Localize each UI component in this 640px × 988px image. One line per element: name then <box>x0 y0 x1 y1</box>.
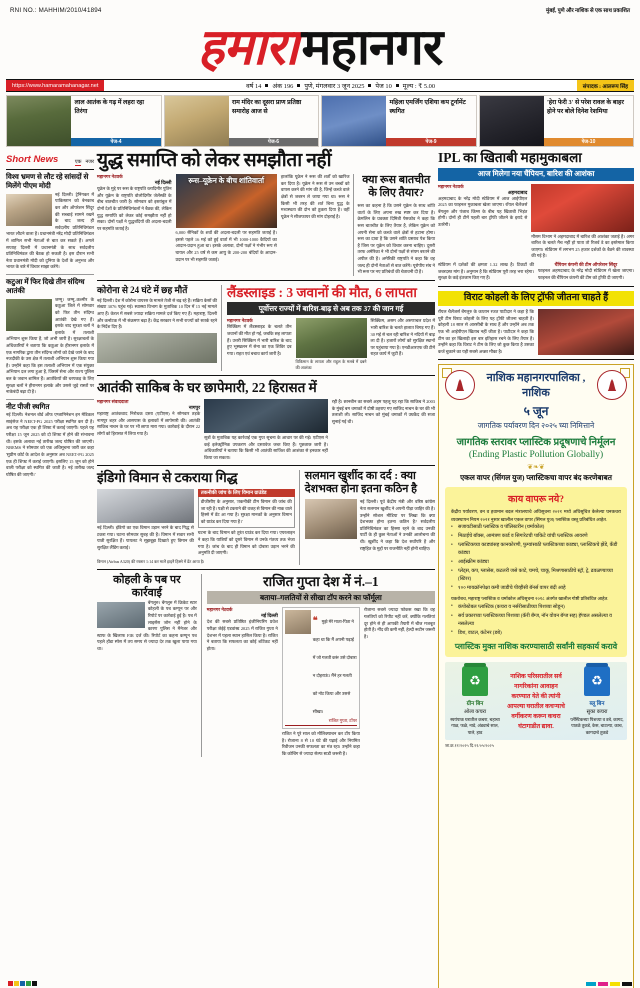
bullet-square-icon <box>265 84 268 87</box>
green-bin-kind: ओला कचरा <box>463 709 487 716</box>
russia-box-body: रूस का कहना है कि उसने यूक्रेन के साथ शांति वार्ता के लिए अपना रुख स्पष्ट कर दिया है। क्रेमलिन के प्रवक्ता दिमित्री पेसकोव ने कहा कि रूस बातचीत के लिए तैयार है, लेकिन यूक्रेन को अपनी सेना को कब्जे वाले क्षेत्रों से हटाना होगा। रूस का दावा है कि उसने शांति प्रस्ताव पेश किया है जिस पर यूक्रेन को विचार करना चाहिए। दूसरी तरफ अमेरिका ने भी दोनों पक्षों से संयम बरतने की अपील की है। अमेरिकी राष्ट्रपति ने कहा कि वह जल्द ही दोनों नेताओं से बात करेंगे। यूरोपीय संघ ने भी रूस पर नए प्रतिबंधों की चेतावनी दी है। <box>357 203 435 275</box>
landslide-sub-band: पूर्वोत्तर राज्यों में बारिश-बाढ़ से अब तक 37 की जान गई <box>227 302 435 315</box>
teaser-text: 'हेरा फेरी 3' से परेश रावल के बाहर होने पर बोले दिनेश रेशमिया <box>546 99 624 115</box>
indigo-caption: विमान (Airbus A320) की रफ्तार 1:14 कर मालेे हाइनेे हिस्से में डेंट आया है। <box>97 558 205 564</box>
rajit-sub-band: बताया–गलतियों से सीखा टॉप करने का फॉर्मूला <box>207 591 435 604</box>
salman-headline: सलमान खुर्शीद का दर्द : क्या देशभक्त होना इतना कठिन है <box>304 470 417 496</box>
teaser-thumbnail <box>165 96 229 146</box>
ad-bin-appeal: नाशिक परिसरातील सर्व नागरिकांना आवाहन करण्यात येते की त्यांनी आपल्या घरातील कचऱ्याचे वर्गीकरण करून कचरा घंटागाडीत द्यावा. <box>507 673 565 730</box>
ad-header <box>445 370 627 400</box>
issue-place-date: पुणे, मंगलवार 3 जून 2025 <box>304 83 365 90</box>
teaser-text: राम मंदिर का दूसरा प्राण प्रतिष्ठा समारोह आज से <box>231 99 302 115</box>
rajit-quote-box <box>282 607 360 729</box>
corona-landslide-row <box>97 285 435 377</box>
publication-tagline: मुंबई, पुणे और नाशिक से एक साथ प्रकाशित <box>546 8 630 14</box>
ipl-story[interactable] <box>438 150 634 287</box>
short-news-headline: नीट पीजी स्थगित <box>6 402 50 411</box>
ad-date: ५ जून <box>523 404 549 419</box>
bullet-square-icon <box>368 84 371 87</box>
blue-bin-kind: सुका कचरा <box>586 709 608 716</box>
salman-photo <box>305 499 357 539</box>
ipl-byline: महानगर नेटवर्क <box>438 183 464 189</box>
short-news-badge-top: एक <box>74 160 82 165</box>
blue-bin-cell <box>569 666 625 736</box>
teaser-text: लाल आतंक के गढ़ में लहरा रहा तिरंगा <box>74 99 145 115</box>
indigo-headline: इंडिगो विमान से टकराया गिद्ध <box>97 470 238 486</box>
raid-dateline: नागपुर <box>188 405 201 411</box>
kohli-trophy-body: रॉयल चैलेंजर्स बेंगलुरु के कप्तान रजत पाटीदार ने कहा है कि पूरी टीम विराट कोहली के लिए यह ट्रॉफी जीतना चाहती है। कोहली 18 साल से आरसीबी के साथ हैं और उन्होंने अब तक एक भी आईपीएल खिताब नहीं जीता है। पाटीदार ने कहा कि टीम का हर खिलाड़ी इस बार इतिहास रचने के लिए तैयार है। उन्होंने कहा कि विराट ने टीम के लिए जो कुछ किया है उसका कर्ज चुकाने का यही सबसे अच्छा मौका है। <box>438 309 534 354</box>
lead-story-dateline: नई दिल्ली <box>154 181 172 187</box>
ad-banned-item: • मिठाईचे बॉक्स, आमंत्रण कार्ड व सिगारेटची पाकिटे यांची प्लास्टिक आवरणे <box>451 533 621 541</box>
ad-reference-code: जा.क्र.११/२०२५ दि.२१/०५/२०२५ <box>445 743 494 749</box>
blue-bin-desc: प्लॅस्टिकच्या पिशव्या व डबे, कागद, पातळे तुकडे, केस, बाटल्या, काच, कागदाचे तुकडे <box>570 717 624 735</box>
bullet-square-icon <box>297 84 300 87</box>
rajit-photo <box>285 610 311 634</box>
rajit-col2: राजित ने पूरे साल को मौलिक्याचन कर टॉप किया है। रोजाना 8 से 10 घंटे की पढ़ाई और नियमित रिवीजन उनकी सफलता का मंत्र रहा। उन्होंने कहा कि कोचिंग से ज्यादा सेल्फ स्टडी जरूरी है। <box>281 730 360 756</box>
kohli-trophy-story[interactable] <box>438 291 634 361</box>
lead-story-byline: महानगर नेटवर्क <box>97 174 123 180</box>
rajit-col1: देश की सबसे प्रतिष्ठित इंजीनियरिंग प्रवेश परीक्षा जेईई एडवांस्ड 2025 में राजित गुप्ता ने देशभर में पहला स्थान हासिल किया है। राजित ने बताया कि सफलता का कोई शॉर्टकट नहीं होता। <box>206 619 278 651</box>
kohli-pub-photo <box>97 602 145 628</box>
teaser-thumbnail <box>7 96 71 146</box>
quote-mark-icon: ❝ <box>312 615 318 626</box>
corona-body: नई दिल्ली। देश में कोरोना वायरस के मामले तेजी से बढ़ रहे हैं। सक्रिय केसों की संख्या 3076 पहुंच गई। स्वास्थ्य विभाग के मुताबिक 10 दिन में 15 नई मामले आए हैं। केरल में सबसे ज्यादा सक्रिय मामले दर्ज किए गए हैं। महाराष्ट्र, दिल्ली और कर्नाटक में भी संक्रमण बढ़ा है। केंद्र सरकार ने सभी राज्यों को सतर्क रहने के निर्देश दिए हैं। <box>97 297 218 330</box>
issue-year: वर्ष 14 <box>246 83 262 90</box>
ipl-subbody2: फाइनल अहमदाबाद के नरेंद्र मोदी स्टेडियम में खेला जाएगा। फाइनल की चैंपियन कंपनी की टीम को ट्रॉफी दी जाएगी। <box>538 267 634 280</box>
color-swatch-cyan <box>586 982 596 986</box>
issue-pages: पेज 10 <box>375 83 392 90</box>
color-swatch-black <box>622 982 632 986</box>
teaser-thumbnail <box>322 96 386 146</box>
corona-headline: कोरोना से 24 घंटे में छह मौतें <box>97 284 188 295</box>
teaser-strip <box>6 95 634 147</box>
short-news-item[interactable] <box>6 170 94 275</box>
rajit-quote-attribution: राजित गुप्ता, टॉपर <box>285 718 357 726</box>
registration-color-bars-right <box>586 982 632 986</box>
nashik-municipal-seal-icon <box>445 370 475 400</box>
lead-story-col1: यूक्रेन के मुद्दे पर रूस के राष्ट्रपति व्लादिमीर पुतिन और यूक्रेन के राष्ट्रपति वोलोदिमीर जेलेंस्की के बीच बातचीत जारी है। सोमवार को इस्तांबुल में दोनों देशों के प्रतिनिधिमंडलों ने बैठक की, लेकिन युद्ध समाप्ति को लेकर कोई समझौता नहीं हो सका। दोनों पक्षों ने युद्धबंदियों की अदला-बदली पर सहमति जताई है। <box>97 186 172 231</box>
ad-banned-item-2: • सर्व प्रकारच्या प्लास्टिकच्या पिशव्या (कॅरी बॅग्ज, नॉन वोवन बॅग्ज सह) हॅण्डल असलेल्या व नसलेल्या <box>451 613 621 628</box>
landslide-photo <box>296 318 367 358</box>
blue-bin-name: ब्लू बिन <box>589 701 605 708</box>
landslide-col2: सिक्किम, असम और अरुणाचल प्रदेश में भारी बारिश के चलते हालात बिगड़ गए हैं। 30 मई से चल रही बारिश ने नदियों में बाढ़ ला दी है। हजारों लोगों को सुरक्षित स्थानों पर पहुंचाया गया है। एनडीआरएफ की टीमें राहत कार्य में जुटी हैं। <box>370 318 435 357</box>
landslide-caption: विकिमान के लापता और राहुल के मलबे में दबने की आशंका <box>295 359 367 371</box>
teaser-page-ref[interactable]: पेज-10 <box>544 138 633 146</box>
ipl-subhead2: चैंपियन कंपनी की टीम ऑपरेशन सिंदूर <box>554 261 618 267</box>
raid-col3: रही है। छानबीन का सबसे अहम पहलू यह रहा कि साकिब ने 2003 के मुंबई बम धमाकों में दोषी ठहराए गए साजिद नाचन के घर की भी तलाशी ली। साजिद नाचन को मुंबई धमाकों में उम्रकैद की सजा सुनाई गई थी। <box>331 398 435 424</box>
ad-panel-footer: प्लास्टिक मुक्त नाशिक करण्यासाठी सर्वांनी सहकार्य करावे <box>454 642 618 652</box>
short-news-body: नई दिल्ली। ट्रेनिंगकर में पाकिस्तान को बेनकाब कर और ऑपरेशन सिंदूर की सच्चाई सामने रखने के बाद जल्द ही सर्वदलीय प्रतिनिधिमंडल भारत लौटने वाला है। प्रधानमंत्री नरेंद्र मोदी प्रतिनिधिमंडल में शामिल सभी नेताओं से बात कर सकते हैं। अगले सप्ताह दिल्ली में प्रधानमंत्री के साथ सर्वदलीय प्रतिनिधिमंडल की बैठक हो सकती है। इस दौरान सभी नेता प्रधानमंत्री मोदी को दुनिया के देशों के अनुभव और भारत के बारे में विचार साझा करेंगे। <box>6 191 94 270</box>
short-news-header <box>6 150 94 170</box>
short-news-photo-army <box>6 299 52 331</box>
indigo-photo <box>97 489 194 523</box>
ad-banned-item: • १०० मायक्रॉनपेक्षा कमी जाडीचे पीव्हीसी बॅनर्स वापर बंदी आहे <box>451 585 621 593</box>
ad-panel-intro: केंद्रीय पर्यावरण, वन व हवामान बदल मंत्रालयाचे अधिसूचना २०२१ मध्ये अधिसूचित केलेल्या घनकचरा व्यवस्थापन नियम २०२१ नुसार खालील एकल वापर (सिंगल युज) प्लास्टिक वस्तू प्रतिबंधित आहेत. <box>451 509 621 522</box>
short-news-body: नई दिल्ली। नेशनल बोर्ड ऑफ एग्जामिनेशन इन मेडिकल साइंसेज ने NEET-PG 2025 परीक्षा स्थगित कर दी है। अब यह परीक्षा एक ही शिफ्ट में कराई जाएगी। पहले यह परीक्षा 15 जून 2025 को दो शिफ्ट में होने की संभावना थी। इसके अलावा नई तारीख जल्द घोषित की जाएगी। NBEMS ने सोमवार को एक अधिसूचना जारी कर कहा 'सुप्रीम कोर्ट के आदेश के अनुसार अब NEET-PG 2025 एक ही शिफ्ट में कराई जाएगी। इसलिए 15 जून को होने वाली परीक्षा को स्थगित की जाती है। नई तारीख जल्द घोषित की जाएगी।' <box>6 412 94 477</box>
rajit-quote: मुझे मेरे माता-पिता ने कहा था कि मैं अपनी पढ़ाई में जो गलती करूं उसे दोबारा न दोहराऊं। मैंने हर गलती को नोट किया और उससे सीखा। <box>312 619 357 715</box>
short-news-photo-pm-modi <box>6 194 52 226</box>
short-news-logo: Short News <box>6 153 59 165</box>
ipl-col1: अहमदाबाद के नरेंद्र मोदी स्टेडियम में आज आईपीएल 2025 का फाइनल मुकाबला खेला जाएगा। रॉयल चैलेंजर्स बेंगलुरु और पंजाब किंग्स के बीच यह खिताबी भिड़ंत होगी। दोनों ही टीमें पहली बार ट्रॉफी जीतने के इरादे से उतरेंगी। <box>438 195 528 227</box>
indigo-story[interactable] <box>97 470 300 564</box>
ad-panel-title: काय वापरू नये? <box>507 495 565 506</box>
teaser-item[interactable] <box>479 95 635 147</box>
teaser-page-ref[interactable]: पेज-6 <box>229 138 318 146</box>
ad-banned-item: • प्लास्टिकच्या काड्यांसह कानकोरणी, फुग्यांसाठी प्लास्टिकच्या काड्या, प्लास्टिकचे झेंडे, कँडी कांड्या <box>451 542 621 557</box>
rajit-byline: महानगर नेटवर्क <box>206 607 233 613</box>
rni-number: RNI NO.: MAHHIM/2010/41894 <box>10 7 102 14</box>
indigo-col2: घटना के बाद विमान को तुरंत ग्राउंड कर दिया गया। एयरलाइन ने कहा कि यात्रियों को दूसरे विमान से उनके गंतव्य तक भेजा गया है। जांच के बाद ही विमान को दोबारा उड़ान भरने की अनुमति दी जाएगी। <box>197 530 295 556</box>
ad-occasion: जागतिक पर्यावरण दिन २०२५ च्या निमित्ताने <box>477 421 595 431</box>
masthead-title <box>6 16 634 78</box>
ad-theme-english: (Ending Plastic Pollution Globally) <box>468 450 604 461</box>
main-content <box>6 150 634 940</box>
short-news-badge-bottom: नजर <box>85 160 94 165</box>
ad-theme-marathi: जागतिक स्तरावर प्लास्टिक प्रदूषणाचे निर्मूलन <box>456 437 616 449</box>
lead-story-col2: 6,000 सैनिकों के शवों की अदला-बदली पर सहमति जताई है। इससे पहले 16 मई को हुई वार्ता में भी 1000-1000 कैदियों का आदान-प्रदान हुआ था। इसके अलावा, दोनों पक्षों ने गंभीर रूप से घायल और 25 वर्ष से कम आयु के 200-200 बंदियों के आदान-प्रदान पर भी सहमति जताई। <box>175 230 277 262</box>
salman-story[interactable] <box>305 470 435 564</box>
kohli-trophy-headline: विराट कोहली के लिए ट्रॉफी जीतना चाहते हैं <box>438 291 634 306</box>
short-news-column <box>6 150 94 940</box>
lead-story[interactable] <box>97 150 435 281</box>
indigo-salman-row <box>97 470 435 569</box>
teaser-item[interactable] <box>6 95 162 147</box>
short-news-badge <box>75 150 94 168</box>
kohli-trophy-photo <box>538 309 634 355</box>
short-news-headline: कटुआ में फिर दिखे तीन संदिग्ध आतंकी <box>6 278 85 296</box>
ipl-sub-band: आज मिलेगा नया चैंपियन, बारिश की आशंका <box>438 168 634 181</box>
ad-divider-ornament: ❦❧❦ <box>527 463 545 472</box>
salman-body: नई दिल्ली। पूर्व केंद्रीय मंत्री और वरिष्ठ कांग्रेस नेता सलमान खुर्शीद ने अपनी पीड़ा जाहिर की है। उन्होंने सोशल मीडिया पर लिखा कि क्या देशभक्त होना इतना कठिन है? सर्वदलीय प्रतिनिधिमंडल का हिस्सा रहने के बाद उनकी पार्टी के ही कुछ नेताओं ने उनकी आलोचना की थी। खुर्शीद ने कहा कि देश सर्वोपरि है और राष्ट्रहित के मुद्दों पर राजनीति नहीं होनी चाहिए। <box>359 499 435 551</box>
green-bin-icon <box>462 666 488 696</box>
ad-panel-intro2: यकरोबच, महाराष्ट्र प्लास्टिक व थर्माकोल अधिसूचना २०१८ अंतर्गत खालील गोष्टी प्रतिबंधित आहेत. <box>451 596 609 602</box>
kohli-pub-body: बेंगलुरु। बेंगलुरु में क्रिकेट स्टार कोहली के पब कम्यून पर और रिपोर्ट पर कार्रवाई हुई है। पब में लाइसेंस जोन नहीं होने के कारण पुलिस ने मैनेजर और स्टाफ के खिलाफ FIR दर्ज की। रिपोर्ट का कहना कम्यून पब पहले होंडा स्पेस में तय समय से ज्यादा देर तक खुला पाया गया था। <box>97 599 197 651</box>
rajit-headline: राजित गुप्ता देश में नं.–1 <box>263 573 379 589</box>
short-news-headline: विश्व भ्रमण से लौट रहे सांसदों से मिलेंगे पीएम मोदी <box>6 173 89 191</box>
kohli-pub-story[interactable] <box>97 574 202 758</box>
short-news-item[interactable] <box>6 275 94 400</box>
teaser-thumbnail <box>480 96 544 146</box>
indigo-col1: नई दिल्ली। इंडिगो का एक विमान उड़ान भरने के बाद गिद्ध से टकरा गया। घटना सोमवार सुबह की है। विमान में सवार सभी यात्री सुरक्षित हैं। पायलट ने सूझबूझ दिखाते हुए विमान की सुरक्षित लैंडिंग कराई। <box>97 524 194 550</box>
ipl-dateline: अहमदाबाद <box>507 190 528 196</box>
raid-col2: सूत्रों के मुताबिक यह कार्रवाई एक गुप्त सूचना के आधार पर की गई। एटीएस ने कई इलेक्ट्रॉनिक उपकरण और दस्तावेज जब्त किए हैं। पूछताछ जारी है। अधिकारियों ने बताया कि किसी भी आतंकी साजिश की आशंका से इनकार नहीं किया जा सकता। <box>204 434 328 460</box>
masthead-title-black: महानगर <box>301 19 443 75</box>
landslide-col1: सिक्किम में लैंडस्लाइड के चलते तीन जवानों की मौत हो गई, जबकि छह लापता हैं। उत्तरी सिक्किम में भारी बारिश के बाद हुए भूस्खलन में सेना का एक शिविर दब गया। राहत एवं बचाव कार्य जारी है। <box>227 324 292 356</box>
teaser-item[interactable] <box>321 95 477 147</box>
right-column <box>438 150 634 940</box>
teaser-page-ref[interactable]: पेज-9 <box>386 138 475 146</box>
color-swatch-black <box>32 981 37 986</box>
center-column <box>97 150 435 940</box>
lead-story-photo-caption: रूस–यूक्रेन के बीच शांतिवार्ता <box>188 176 265 186</box>
color-swatch-yellow <box>610 982 620 986</box>
ad-banned-item-2: • कंपोस्टेबल प्लास्टिक (कचरा व नर्सरीसाठीच्या पिशव्या सोडून) <box>451 604 621 612</box>
blue-bin-icon <box>584 666 610 696</box>
landslide-story[interactable] <box>227 285 435 372</box>
landslide-byline: महानगर नेटवर्क <box>227 318 253 324</box>
color-swatch-magenta <box>598 982 608 986</box>
ad-banned-item: • प्लेट्स, कप, ग्लासेस, कटलरी जसे काटे, चमचे, चाकू, मिश्रणासाठीचे स्ट्रॉ, ट्रे, ढवळण्याच्या (स्टिरर) <box>451 568 621 583</box>
landslide-headline <box>227 285 435 301</box>
short-news-item[interactable] <box>6 400 94 481</box>
masthead-title-red: हमारा <box>197 19 298 75</box>
rajit-col3: रोजाना सबसे ज्यादा फोकस रखा कि वह गलतियों को रिपीट नहीं करें, क्योंकि गलतियां दूर होने से ही आपकी तैयारी में चीज मजबूत होती है। नींद की कमी नहीं, हेल्दी रूटीन जरूरी है। <box>363 607 435 639</box>
color-swatch-red <box>8 981 13 986</box>
rajit-story[interactable] <box>207 574 435 758</box>
issue-info <box>104 80 576 91</box>
color-swatch-yellow <box>14 981 19 986</box>
indigo-redbox-title: तकनीकी जांच के लिए विमान ग्राउंडेड <box>198 489 295 497</box>
teaser-page-ref[interactable]: पेज-4 <box>71 138 160 146</box>
indigo-redbox-body: डीजीसीए के अनुसार, 'तकनीकी टीम विमान की जांच की जा रही है। पक्षी से टकराने की वजह से विमान की नाक वाले हिस्से में डेंट आ गया है। सुरक्षा मानकों के अनुसार विमान को ग्राउंड कर दिया गया है।' <box>198 497 295 528</box>
nashik-advertisement[interactable] <box>438 364 634 988</box>
short-news-body: जम्मू। जम्मू–कश्मीर के कठुआ जिले में सोमवार को फिर तीन संदिग्ध आतंकी देखे गए हैं। इसके बाद सुरक्षा बलों ने इलाके में तलाशी अभियान शुरू किया है, जो अभी जारी है। सुरक्षाबलों के अधिकारियों ने बताया कि कठुआ के हीरानगर इलाके में एक नागरिक द्वारा तीन संदिग्ध लोगों को देखे जाने के बाद नजदीकी के उस क्षेत्र में तलाशी अभियान शुरू किया गया है। उन्होंने कहा कि इस तलाशी अभियान में एक संयुक्त अभियान दल लगा हुआ है, जिसमें सेना और राज्य पुलिस बल के जवान शामिल हैं। आतंकियों की धरपकड़ के लिए सुरक्षा बलों ने हीरानगर इलाके और उससे जुड़े रास्तों पर नाकेबंदी बढ़ा दी है। <box>6 296 94 395</box>
color-swatch-green <box>26 981 31 986</box>
issue-price: मूल्य : ₹ 5.00 <box>402 83 436 90</box>
lead-story-col3: हालांकि यूक्रेन ने रूस की शर्तों को खारिज कर दिया है। यूक्रेन ने रूस से उन बच्चों को वापस करने की मांग की है, जिन्हें कब्जे वाले क्षेत्रों से जबरन ले जाया गया था। रूस ने किसी भी तरह की शर्त बिना युद्ध के मध्यस्थता की दोन को ठुकरा दिया है। वहीं यूक्रेन ने सीजफायर की मांग दोहराई है। <box>280 174 350 219</box>
raid-photo <box>204 399 328 433</box>
ad-subtitle: एकल वापर (सिंगल युज) प्लास्टिकचा वापर बंद करणेबाबत <box>460 473 612 483</box>
green-bin-cell <box>447 666 503 736</box>
kohli-rajit-row <box>97 574 435 758</box>
rajit-dateline: नई दिल्ली <box>261 614 278 620</box>
green-bin-name: ग्रीन बिन <box>466 701 484 708</box>
ad-banned-item: • सजावटीसाठी प्लास्टिक व पॉलिस्टरीन (थर्माकोल) <box>451 524 621 532</box>
teaser-text: महिला एमर्जिंग एशिया कप टूर्नामेंट स्थगित <box>389 99 466 115</box>
masthead-info-bar <box>6 79 634 92</box>
raid-byline: महानगर संवाददाता <box>97 398 129 404</box>
registration-color-bars-left <box>8 981 37 986</box>
recycle-icon: ♻ <box>469 673 481 689</box>
bullet-square-icon <box>396 84 399 87</box>
lead-story-headline: युद्ध समाप्ति को लेकर समझौता नहीं <box>97 150 332 171</box>
green-bin-desc: स्वयंपाक घरातील कचरा, चहाचा गाळ, फळे, नाडे, अंड्याचे साल, पाले, हाड <box>450 717 500 735</box>
kohli-pub-headline: कोहली के पब पर कार्रवाई <box>113 573 181 599</box>
ad-banned-item-2: • डिश, वाटल, कंटेनर (डबे) <box>451 630 621 638</box>
color-swatch-blue <box>20 981 25 986</box>
ipl-photo-fans <box>531 184 634 232</box>
ipl-headline: IPL का खिताबी महामुकाबला <box>438 150 582 165</box>
website-url[interactable]: https://www.hamaramahanagar.net <box>6 80 104 91</box>
recycle-icon: ♻ <box>591 673 603 689</box>
ipl-col3: स्टेडियम में दर्शकों की क्षमता 1.32 लाख है। टिकटों की जबरदस्त मांग है। अनुमान है कि स्टेडियम पूरी तरह भरा रहेगा। सुरक्षा के कड़े इंतजाम किए गए हैं। <box>438 261 534 281</box>
masthead-top-row <box>6 0 634 16</box>
raid-story[interactable] <box>97 380 435 466</box>
issue-number: अंक 196 <box>272 83 294 90</box>
ad-banned-item: • आईस्क्रीम कांड्या <box>451 559 621 567</box>
nashik-municipal-seal-icon <box>597 370 627 400</box>
ad-organization: नाशिक महानगरपालिका , नाशिक <box>486 372 586 400</box>
ad-bin-section <box>445 662 627 740</box>
teaser-item[interactable] <box>164 95 320 147</box>
raid-headline: आतंकी साकिब के घर छापेमारी, 22 हिरासत में <box>97 380 317 396</box>
editor-name: संपादक : आलरूप सिंह <box>577 80 634 91</box>
corona-story[interactable] <box>97 285 222 372</box>
ad-rules-panel <box>445 487 627 657</box>
corona-photo <box>97 333 217 363</box>
russia-box-headline: क्या रूस बातचीत के लिए तैयार? <box>362 174 431 200</box>
lead-story-photo <box>176 174 277 228</box>
ipl-col2: मौसम विभाग ने अहमदाबाद में बारिश की आशंका जताई है। अगर बारिश के चलते मैच नहीं हो पाता तो रिजर्व डे का इस्तेमाल किया जाएगा। स्टेडियम में लगभग 25 हजार दर्शकों के बैठने की व्यवस्था की गई है। <box>531 233 634 259</box>
landslide-headline-red: लैंडस्लाइड : 3 जवानों की मौत, 6 लापता <box>227 284 417 300</box>
raid-col1: महाराष्ट्र आतंकवाद निरोधक दस्ता (एटीएस) ने सोमवार तड़के नागपुर शहर और आसपास के इलाकों में छापेमारी की। आतंकी साकिब नाचन के घर पर भी छापा मारा गया। कार्रवाई के दौरान 22 लोगों को हिरासत में लिया गया है। <box>97 410 201 436</box>
